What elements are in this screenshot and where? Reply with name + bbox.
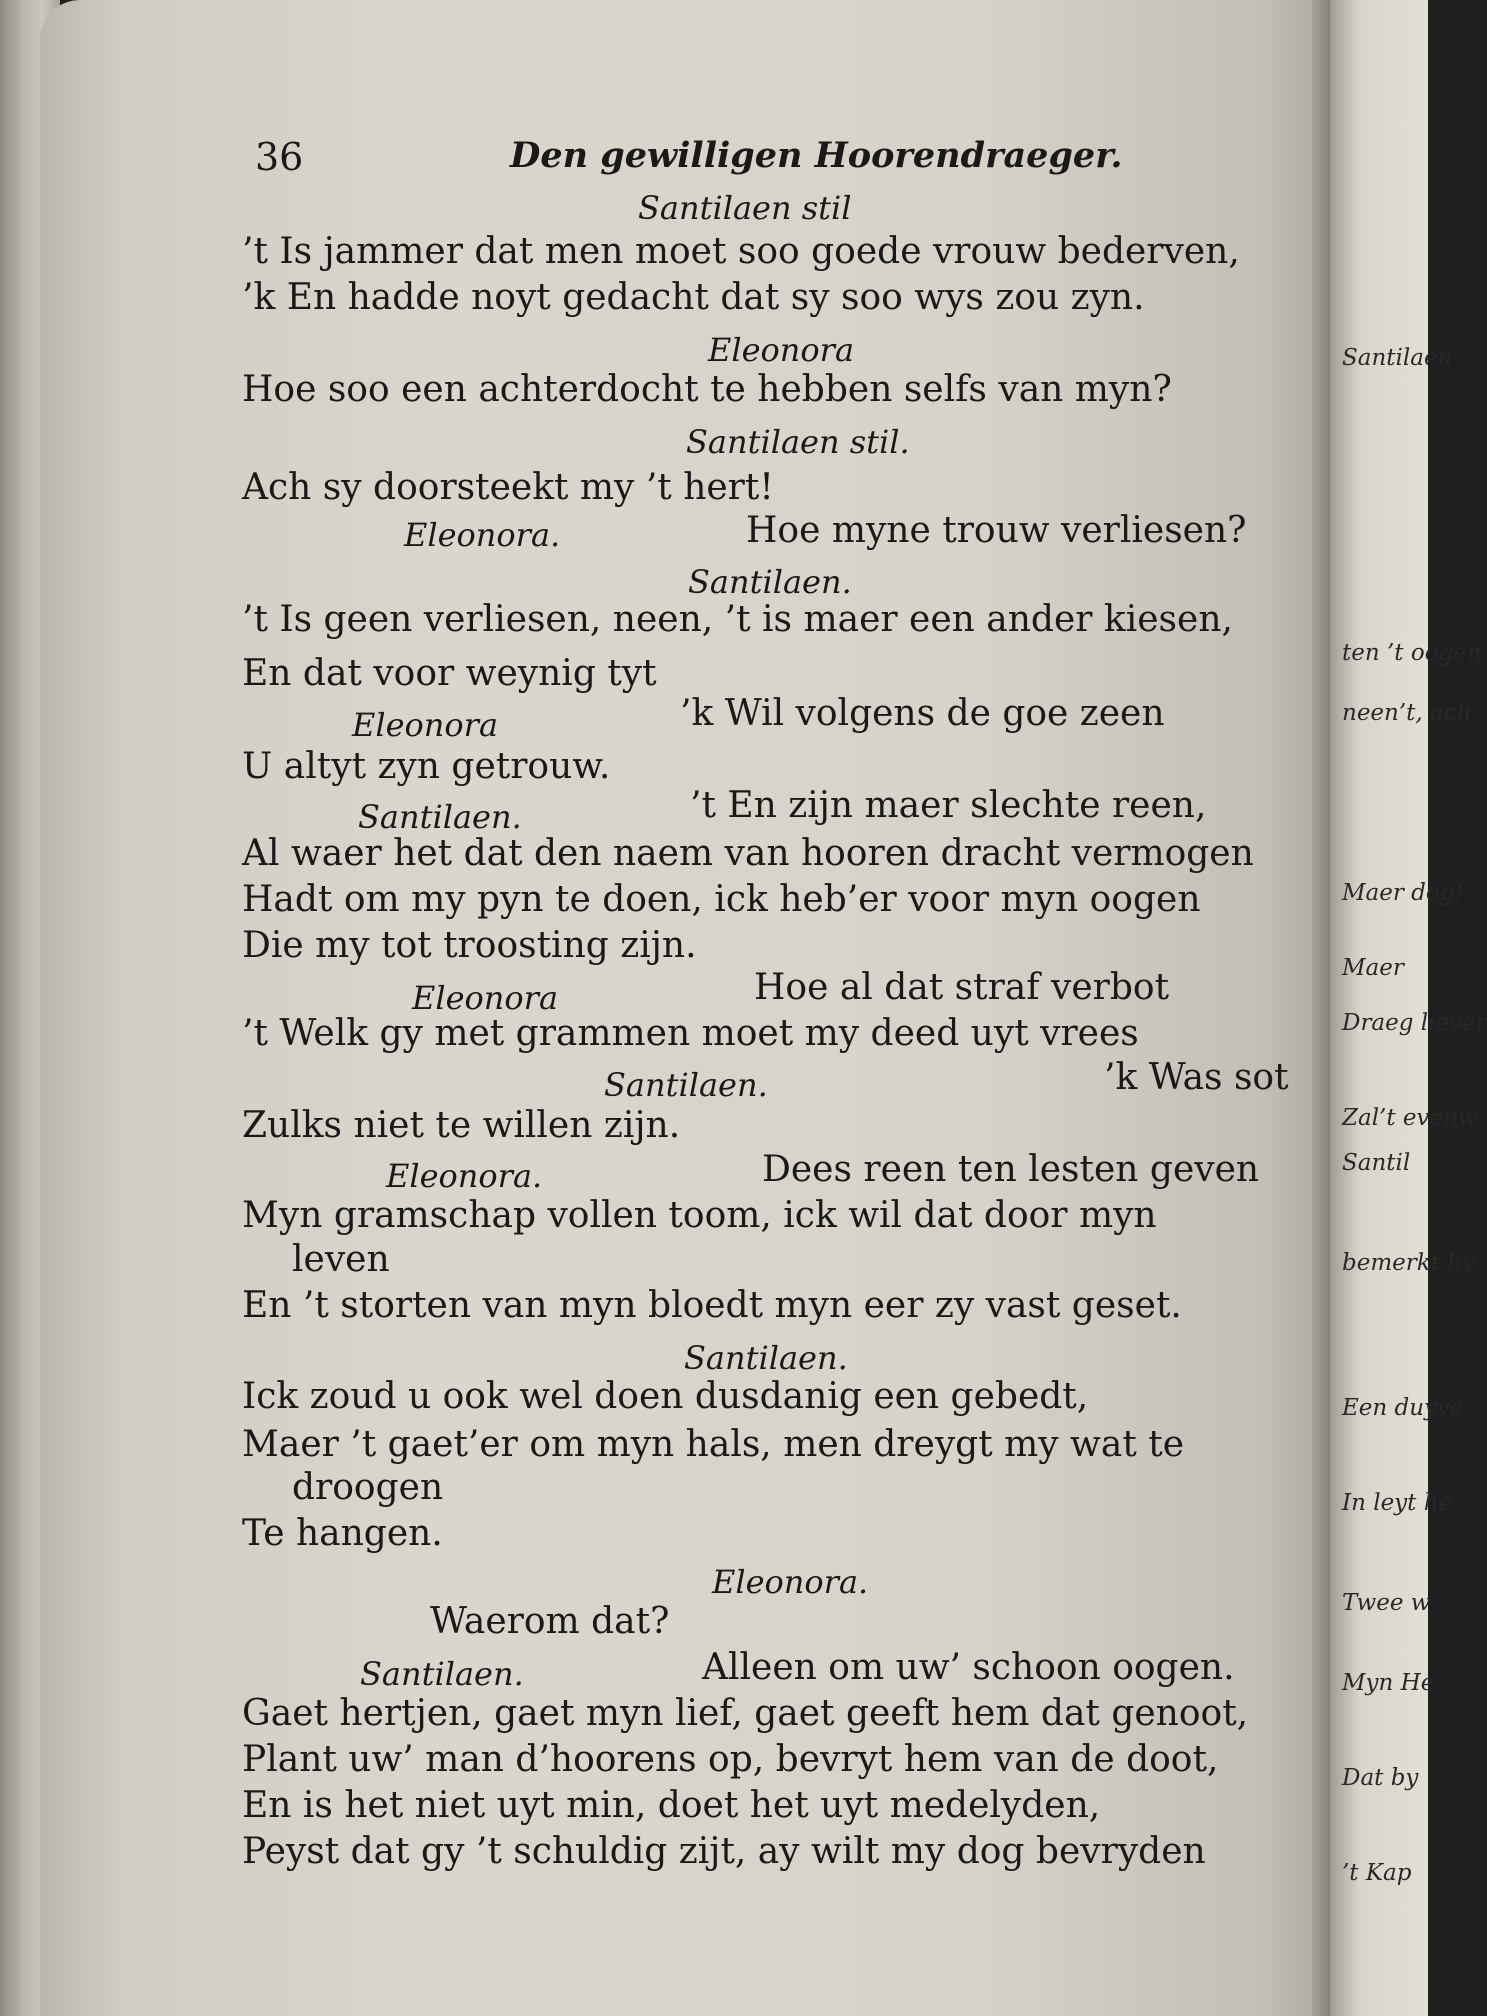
verse-line: Al waer het dat den naem van hooren dracht vermogen: [242, 833, 1254, 874]
verse-line: Plant uw’ man d’hoorens op, bevryt hem van de doot,: [242, 1739, 1219, 1780]
speaker-label: Santilaen stil: [638, 189, 852, 227]
verse-line: droogen: [292, 1467, 444, 1508]
verse-line: Ach sy doorsteekt my ’t hert!: [242, 467, 774, 508]
verse-line: ’k En hadde noyt gedacht dat sy soo wys zou zyn.: [242, 277, 1145, 318]
facing-fragment: Maer dog!: [1342, 880, 1464, 906]
verse-line: ’t Is jammer dat men moet soo goede vrouw bederven,: [242, 231, 1240, 272]
facing-fragment: Een duyve: [1342, 1395, 1464, 1421]
facing-fragment: bemerkt hy: [1342, 1250, 1476, 1276]
verse-line: En dat voor weynig tyt: [242, 653, 657, 694]
verse-line: ’k Wil volgens de goe zeen: [680, 693, 1165, 734]
facing-fragment: Dat by: [1342, 1765, 1419, 1791]
speaker-label: Santilaen stil.: [686, 423, 910, 461]
facing-fragment: Zal’t evenw: [1342, 1105, 1478, 1131]
verse-line: ’t Welk gy met grammen moet my deed uyt vrees: [242, 1013, 1139, 1054]
facing-fragment: Santil: [1342, 1150, 1411, 1176]
speaker-label: Eleonora: [352, 706, 499, 744]
speaker-label: Eleonora: [708, 331, 855, 369]
facing-fragment: neen’t, ach: [1342, 700, 1472, 726]
speaker-label: Eleonora.: [404, 516, 561, 554]
facing-fragment: In leyt he: [1342, 1490, 1453, 1516]
verse-line: Gaet hertjen, gaet myn lief, gaet geeft hem dat genoot,: [242, 1693, 1249, 1734]
verse-line: ’k Was sot: [1104, 1057, 1289, 1098]
facing-fragment: Draeg liever: [1342, 1010, 1487, 1036]
verse-line: Zulks niet te willen zijn.: [242, 1105, 681, 1146]
verse-line: Alleen om uw’ schoon oogen.: [702, 1647, 1235, 1688]
verse-line: Hoe al dat straf verbot: [754, 967, 1170, 1008]
facing-fragment: ten ’t oogen: [1342, 640, 1482, 666]
verse-line: Hadt om my pyn te doen, ick heb’er voor myn oogen: [242, 879, 1201, 920]
running-head: Den gewilligen Hoorendraeger.: [510, 135, 1123, 176]
speaker-label: Santilaen.: [688, 563, 852, 601]
facing-fragment: ’t Kap: [1342, 1860, 1412, 1886]
facing-fragment: Myn He: [1342, 1670, 1435, 1696]
speaker-label: Santilaen.: [604, 1066, 768, 1104]
verse-line: Myn gramschap vollen toom, ick wil dat door myn: [242, 1195, 1157, 1236]
verse-line: leven: [292, 1239, 390, 1280]
page-number: 36: [255, 135, 304, 179]
facing-fragment: Twee w: [1342, 1590, 1431, 1616]
speaker-label: Eleonora: [412, 979, 559, 1017]
verse-line: U altyt zyn getrouw.: [242, 746, 611, 787]
speaker-label: Santilaen.: [684, 1339, 848, 1377]
verse-line: Waerom dat?: [430, 1601, 670, 1642]
verse-line: Te hangen.: [242, 1513, 443, 1554]
verse-line: Hoe soo een achterdocht te hebben selfs van myn?: [242, 369, 1172, 410]
speaker-label: Santilaen.: [360, 1655, 524, 1693]
speaker-label: Santilaen.: [358, 798, 522, 836]
verse-line: ’t En zijn maer slechte reen,: [690, 785, 1207, 826]
speaker-label: Eleonora.: [712, 1563, 869, 1601]
verse-line: Ick zoud u ook wel doen dusdanig een gebedt,: [242, 1376, 1089, 1417]
verse-line: En ’t storten van myn bloedt myn eer zy vast geset.: [242, 1285, 1182, 1326]
verse-line: Die my tot troosting zijn.: [242, 925, 697, 966]
facing-fragment: Santilaen: [1342, 345, 1453, 371]
speaker-label: Eleonora.: [386, 1157, 543, 1195]
verse-line: ’t Is geen verliesen, neen, ’t is maer een ander kiesen,: [242, 599, 1233, 640]
facing-fragment: Maer: [1342, 955, 1404, 981]
verse-line: Dees reen ten lesten geven: [762, 1149, 1260, 1190]
verse-line: En is het niet uyt min, doet het uyt medelyden,: [242, 1785, 1101, 1826]
verse-line: Peyst dat gy ’t schuldig zijt, ay wilt my dog bevryden: [242, 1831, 1206, 1872]
verse-line: Maer ’t gaet’er om myn hals, men dreygt my wat te: [242, 1424, 1184, 1465]
verse-line: Hoe myne trouw verliesen?: [746, 510, 1247, 551]
